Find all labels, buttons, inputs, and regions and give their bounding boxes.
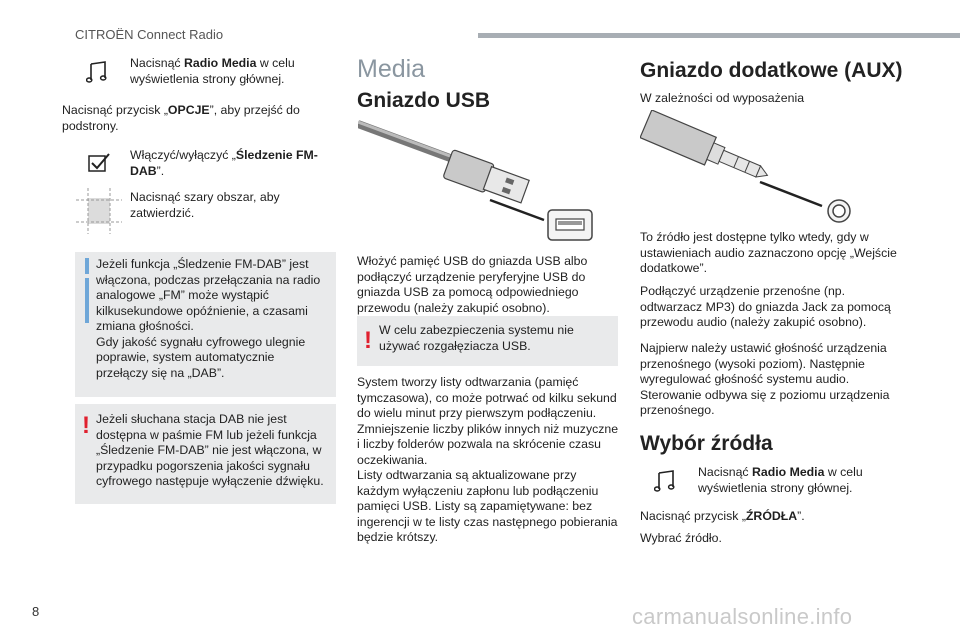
usb-playlists-text: System tworzy listy odtwarzania (pamięć tymczasowa), co może potrwać od kilku sekund do wielu minut przy pierwszym podłączeniu. Zmniejszenie liczby plików innych niż muzyczne i liczby folderów pozwala na skrócenie czasu oczekiwania. Listy odtwarzania są aktualizowane przy każdym wyłączeniu zapłonu lub podłączeniu pamięci USB. Listy są zapamiętywane: bez ingerencji w te listy czas następnego pobierania będzie krótszy. [357,375,619,544]
warning-note-box [75,404,336,504]
music-note-icon [86,60,108,84]
source-button-instruction: Nacisnąć przycisk „ŹRÓDŁA”. [640,509,805,523]
info-icon-bar [85,278,89,323]
info-note-box [75,252,336,397]
tracking-instruction: Włączyć/wyłączyć „Śledzenie FM-DAB”. [130,148,318,178]
usb-heading: Gniazdo USB [357,89,491,112]
section-title: Media [357,55,426,83]
watermark: carmanualsonline.info [632,604,853,629]
header-divider [478,33,960,38]
header-title: CITROËN Connect Radio [75,27,224,42]
aux-text-3: Najpierw należy ustawić głośność urządzenia przenośnego (wysoki poziom). Następnie wyregulować głośność systemu audio. Sterowanie odbywa się z poziomu urządzenia przenośnego. [640,341,890,417]
usb-warning-box [357,316,618,366]
aux-illustration [640,110,855,225]
aux-text-1: To źródło jest dostępne tylko wtedy, gdy w ustawieniach audio zaznaczono opcję „Wejście dodatkowe”. [640,230,897,275]
music-note-icon [654,469,676,493]
source-choose-instruction: Wybrać źródło. [640,531,722,545]
warning-icon: ! [364,327,372,354]
info-note-text: Jeżeli funkcja „Śledzenie FM-DAB” jest włączona, podczas przełączania na radio analogowe „FM” może wystąpić kilkusekundowe opóźnienie, a czasami zmiana głośności. Gdy jakość sygnału cyfrowego ulegnie poprawie, system automatycznie przełączy się na „DAB”. [96,257,321,380]
page-number: 8 [32,604,40,619]
opcje-instruction: Nacisnąć przycisk „OPCJE”, aby przejść do podstrony. [62,103,300,133]
usb-warning-text: W celu zabezpieczenia systemu nie używać rozgałęziacza USB. [379,323,574,353]
info-icon [85,258,89,274]
source-heading: Wybór źródła [640,432,773,455]
usb-illustration [358,118,603,248]
checkbox-icon [87,152,111,174]
radio-media-instruction: Nacisnąć Radio Media w celu wyświetlenia strony głównej. [130,56,295,86]
source-radio-media-instruction: Nacisnąć Radio Media w celu wyświetlenia strony głównej. [698,465,863,495]
aux-text-2: Podłączyć urządzenie przenośne (np. odtwarzacz MP3) do gniazda Jack za pomocą przewodu audio (należy zakupić osobno). [640,284,891,329]
grey-area-icon [76,188,122,234]
aux-heading: Gniazdo dodatkowe (AUX) [640,59,903,82]
aux-equipment-note: W zależności od wyposażenia [640,91,805,105]
warning-note-text: Jeżeli słuchana stacja DAB nie jest dostępna w paśmie FM lub jeżeli funkcja „Śledzenie FM-DAB” nie jest włączona, w przypadku pogorszenia jakości sygnału cyfrowego następuje wyłączenie dźwięku. [96,412,324,488]
usb-text: Włożyć pamięć USB do gniazda USB albo podłączyć urządzenie peryferyjne USB do gniazda USB za pomocą odpowiedniego przewodu (należy zakupić osobno). [357,254,588,315]
confirm-instruction: Nacisnąć szary obszar, aby zatwierdzić. [130,190,280,220]
warning-icon: ! [82,412,90,439]
